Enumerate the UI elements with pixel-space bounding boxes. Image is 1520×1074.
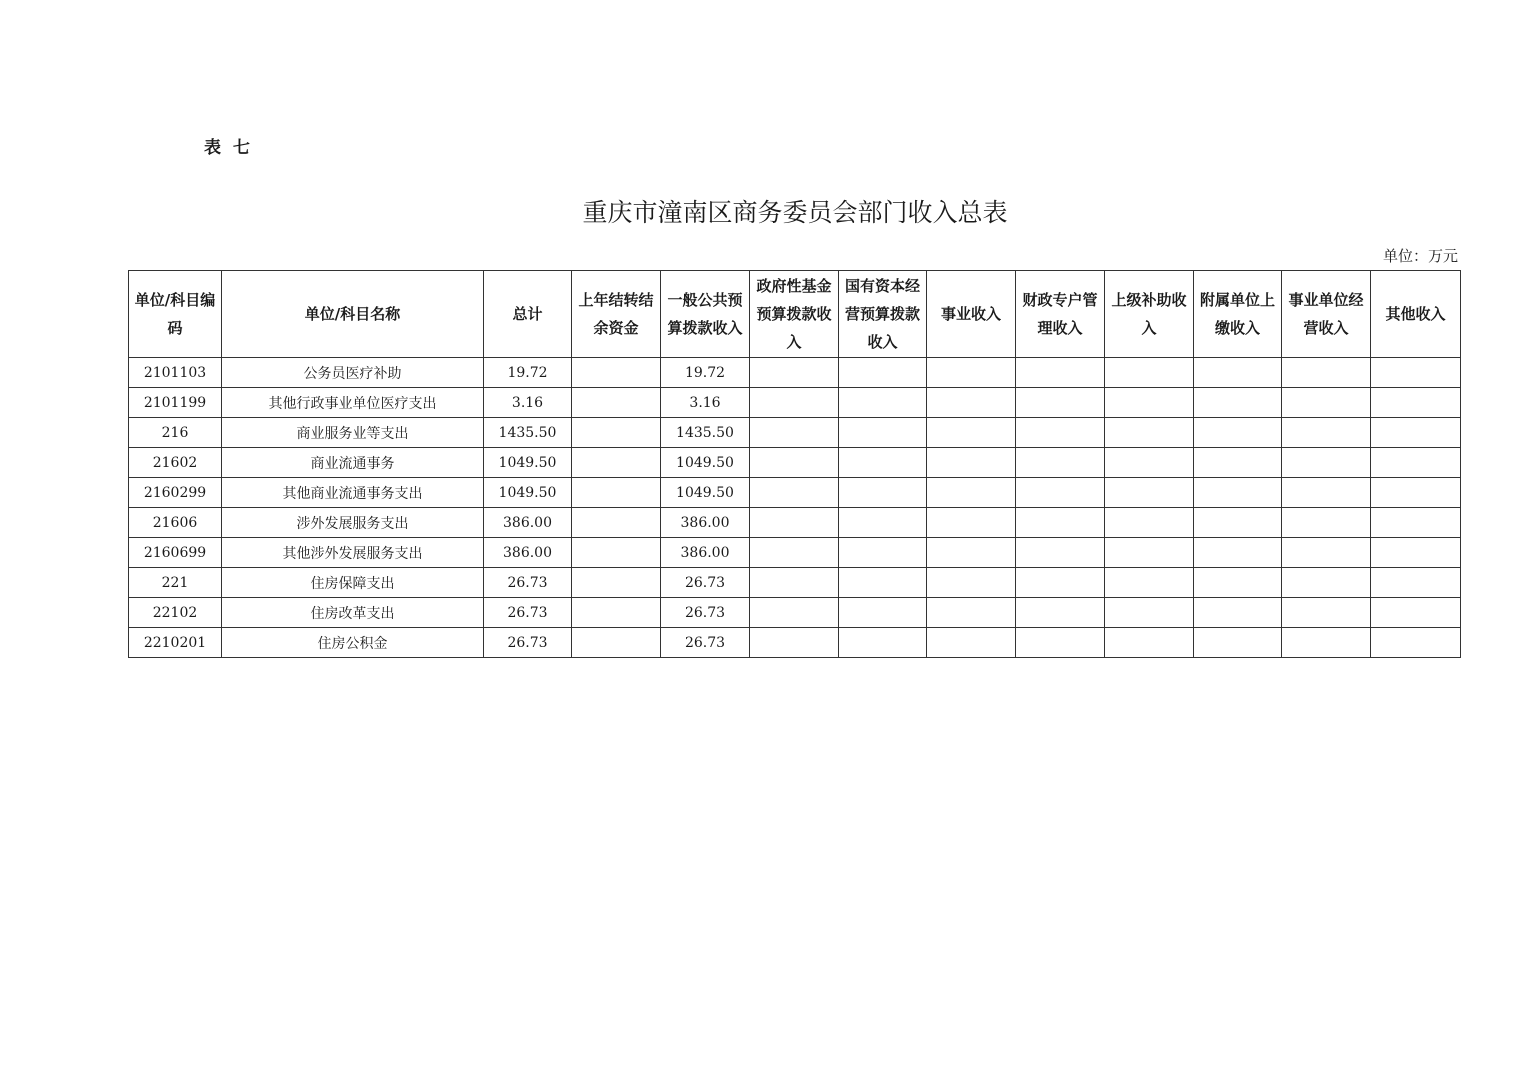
cell-affiliated xyxy=(1194,538,1282,568)
cell-code: 2160299 xyxy=(129,478,222,508)
cell-general-budget: 1049.50 xyxy=(661,448,750,478)
cell-name: 商业流通事务 xyxy=(222,448,484,478)
cell-business-income xyxy=(927,388,1016,418)
cell-affiliated xyxy=(1194,388,1282,418)
cell-state-capital xyxy=(839,478,927,508)
cell-operating xyxy=(1282,358,1371,388)
cell-code: 216 xyxy=(129,418,222,448)
header-code: 单位/科目编码 xyxy=(129,271,222,358)
cell-gov-fund xyxy=(750,628,839,658)
cell-superior-subsidy xyxy=(1105,388,1194,418)
cell-fiscal-special xyxy=(1016,358,1105,388)
cell-total: 386.00 xyxy=(484,508,572,538)
cell-general-budget: 1049.50 xyxy=(661,478,750,508)
cell-superior-subsidy xyxy=(1105,508,1194,538)
table-row xyxy=(129,418,1461,448)
cell-gov-fund xyxy=(750,358,839,388)
cell-affiliated xyxy=(1194,358,1282,388)
cell-carryover xyxy=(572,478,661,508)
cell-carryover xyxy=(572,388,661,418)
cell-name: 其他行政事业单位医疗支出 xyxy=(222,388,484,418)
cell-business-income xyxy=(927,478,1016,508)
cell-gov-fund xyxy=(750,538,839,568)
cell-code: 2101199 xyxy=(129,388,222,418)
header-name: 单位/科目名称 xyxy=(222,271,484,358)
cell-general-budget: 1435.50 xyxy=(661,418,750,448)
cell-name: 住房保障支出 xyxy=(222,568,484,598)
cell-superior-subsidy xyxy=(1105,478,1194,508)
cell-total: 1049.50 xyxy=(484,448,572,478)
cell-fiscal-special xyxy=(1016,388,1105,418)
header-carryover: 上年结转结余资金 xyxy=(572,271,661,358)
cell-total: 386.00 xyxy=(484,538,572,568)
cell-affiliated xyxy=(1194,418,1282,448)
cell-superior-subsidy xyxy=(1105,448,1194,478)
table-row xyxy=(129,448,1461,478)
cell-fiscal-special xyxy=(1016,538,1105,568)
cell-name: 公务员医疗补助 xyxy=(222,358,484,388)
table-number-label: 表 七 xyxy=(204,138,253,158)
cell-carryover xyxy=(572,508,661,538)
cell-name: 住房改革支出 xyxy=(222,598,484,628)
header-superior-subsidy: 上级补助收入 xyxy=(1105,271,1194,358)
header-fiscal-special: 财政专户管理收入 xyxy=(1016,271,1105,358)
cell-other xyxy=(1371,568,1461,598)
cell-general-budget: 386.00 xyxy=(661,538,750,568)
cell-state-capital xyxy=(839,628,927,658)
cell-total: 1435.50 xyxy=(484,418,572,448)
cell-carryover xyxy=(572,418,661,448)
cell-total: 26.73 xyxy=(484,568,572,598)
cell-carryover xyxy=(572,448,661,478)
cell-general-budget: 19.72 xyxy=(661,358,750,388)
cell-other xyxy=(1371,538,1461,568)
cell-name: 涉外发展服务支出 xyxy=(222,508,484,538)
income-summary-table xyxy=(128,270,1461,658)
cell-other xyxy=(1371,628,1461,658)
cell-other xyxy=(1371,418,1461,448)
cell-operating xyxy=(1282,538,1371,568)
header-total: 总计 xyxy=(484,271,572,358)
cell-business-income xyxy=(927,418,1016,448)
header-operating: 事业单位经营收入 xyxy=(1282,271,1371,358)
cell-operating xyxy=(1282,598,1371,628)
cell-carryover xyxy=(572,628,661,658)
cell-fiscal-special xyxy=(1016,418,1105,448)
cell-total: 3.16 xyxy=(484,388,572,418)
cell-code: 2210201 xyxy=(129,628,222,658)
cell-superior-subsidy xyxy=(1105,628,1194,658)
cell-state-capital xyxy=(839,508,927,538)
cell-other xyxy=(1371,448,1461,478)
table-row xyxy=(129,538,1461,568)
cell-carryover xyxy=(572,538,661,568)
cell-general-budget: 386.00 xyxy=(661,508,750,538)
cell-business-income xyxy=(927,568,1016,598)
cell-operating xyxy=(1282,568,1371,598)
header-business-income: 事业收入 xyxy=(927,271,1016,358)
cell-affiliated xyxy=(1194,628,1282,658)
cell-fiscal-special xyxy=(1016,568,1105,598)
header-other: 其他收入 xyxy=(1371,271,1461,358)
cell-business-income xyxy=(927,538,1016,568)
cell-other xyxy=(1371,388,1461,418)
table-header-row xyxy=(129,271,1461,358)
cell-general-budget: 26.73 xyxy=(661,598,750,628)
cell-superior-subsidy xyxy=(1105,538,1194,568)
cell-other xyxy=(1371,358,1461,388)
cell-carryover xyxy=(572,358,661,388)
cell-other xyxy=(1371,598,1461,628)
cell-state-capital xyxy=(839,388,927,418)
header-affiliated: 附属单位上缴收入 xyxy=(1194,271,1282,358)
table-row xyxy=(129,478,1461,508)
cell-code: 2160699 xyxy=(129,538,222,568)
cell-general-budget: 26.73 xyxy=(661,568,750,598)
cell-superior-subsidy xyxy=(1105,418,1194,448)
table-row xyxy=(129,388,1461,418)
cell-state-capital xyxy=(839,598,927,628)
cell-gov-fund xyxy=(750,388,839,418)
cell-other xyxy=(1371,508,1461,538)
cell-gov-fund xyxy=(750,478,839,508)
cell-gov-fund xyxy=(750,508,839,538)
table-row xyxy=(129,358,1461,388)
cell-name: 其他商业流通事务支出 xyxy=(222,478,484,508)
cell-gov-fund xyxy=(750,568,839,598)
cell-total: 19.72 xyxy=(484,358,572,388)
cell-carryover xyxy=(572,568,661,598)
cell-name: 住房公积金 xyxy=(222,628,484,658)
cell-fiscal-special xyxy=(1016,478,1105,508)
cell-gov-fund xyxy=(750,448,839,478)
cell-name: 商业服务业等支出 xyxy=(222,418,484,448)
cell-superior-subsidy xyxy=(1105,568,1194,598)
table-row xyxy=(129,508,1461,538)
cell-affiliated xyxy=(1194,568,1282,598)
cell-fiscal-special xyxy=(1016,598,1105,628)
cell-fiscal-special xyxy=(1016,448,1105,478)
cell-general-budget: 3.16 xyxy=(661,388,750,418)
header-state-capital: 国有资本经营预算拨款收入 xyxy=(839,271,927,358)
header-general-budget: 一般公共预算拨款收入 xyxy=(661,271,750,358)
cell-affiliated xyxy=(1194,508,1282,538)
cell-gov-fund xyxy=(750,598,839,628)
cell-code: 22102 xyxy=(129,598,222,628)
unit-label: 单位：万元 xyxy=(1382,247,1458,265)
cell-code: 221 xyxy=(129,568,222,598)
cell-total: 26.73 xyxy=(484,598,572,628)
cell-business-income xyxy=(927,598,1016,628)
cell-other xyxy=(1371,478,1461,508)
cell-carryover xyxy=(572,598,661,628)
cell-fiscal-special xyxy=(1016,508,1105,538)
cell-code: 2101103 xyxy=(129,358,222,388)
cell-operating xyxy=(1282,628,1371,658)
cell-code: 21606 xyxy=(129,508,222,538)
cell-superior-subsidy xyxy=(1105,358,1194,388)
cell-operating xyxy=(1282,448,1371,478)
page-title: 重庆市潼南区商务委员会部门收入总表 xyxy=(582,198,1008,227)
cell-total: 1049.50 xyxy=(484,478,572,508)
cell-affiliated xyxy=(1194,598,1282,628)
cell-operating xyxy=(1282,508,1371,538)
cell-general-budget: 26.73 xyxy=(661,628,750,658)
cell-code: 21602 xyxy=(129,448,222,478)
cell-affiliated xyxy=(1194,478,1282,508)
cell-state-capital xyxy=(839,418,927,448)
cell-state-capital xyxy=(839,568,927,598)
cell-operating xyxy=(1282,388,1371,418)
cell-business-income xyxy=(927,448,1016,478)
cell-state-capital xyxy=(839,358,927,388)
cell-total: 26.73 xyxy=(484,628,572,658)
cell-state-capital xyxy=(839,448,927,478)
table-row xyxy=(129,598,1461,628)
cell-fiscal-special xyxy=(1016,628,1105,658)
cell-name: 其他涉外发展服务支出 xyxy=(222,538,484,568)
header-gov-fund: 政府性基金预算拨款收入 xyxy=(750,271,839,358)
table-row xyxy=(129,568,1461,598)
table-row xyxy=(129,628,1461,658)
cell-operating xyxy=(1282,478,1371,508)
cell-business-income xyxy=(927,358,1016,388)
cell-affiliated xyxy=(1194,448,1282,478)
cell-state-capital xyxy=(839,538,927,568)
cell-business-income xyxy=(927,508,1016,538)
cell-business-income xyxy=(927,628,1016,658)
cell-operating xyxy=(1282,418,1371,448)
cell-gov-fund xyxy=(750,418,839,448)
cell-superior-subsidy xyxy=(1105,598,1194,628)
